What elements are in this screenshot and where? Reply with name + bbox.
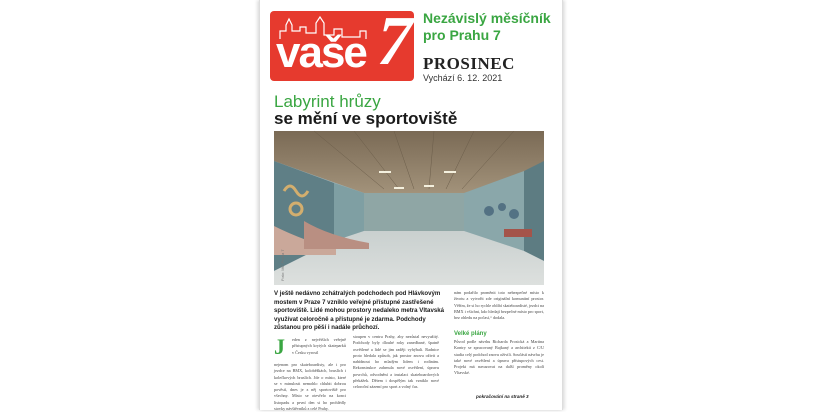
headline-line2: se mění ve sportoviště (274, 109, 458, 128)
article-column-1: eden z největších veřejně přístupných krytých skateparků v Česku vyrostl (292, 337, 346, 355)
article-column-1-continued: nejenom pro skateboardisty, ale i pro jezdce na BMX, koloběžkách, bruslích i kolečkových bruslích. Jde o místo, které se v minulosti nemohlo chlubit dobrou pověstí, dnes je z něj sportoviště pro všechny. Místo se otevřelo na konci listopadu a první den si ho prohlédly stovky návštěvníků z celé Prahy. (274, 362, 346, 412)
skatepark-illustration (274, 131, 544, 285)
article-column-3-body: Původ podle návrhu Richarda Prosická a Martina Kontry se zpracovaný Bajkaný a architekti z C/U studia celý podchod znovu oživili. Součástí návrhu je také nové osvětlení a úprava přístupových cest. Projekt má navazovat na další proměny okolí Vltavské. (454, 339, 544, 376)
continued-link[interactable]: pokračování na straně 3 (476, 394, 529, 399)
tagline: Nezávislý měsíčník pro Prahu 7 (423, 10, 551, 43)
issue-month: PROSINEC (423, 54, 515, 73)
article-column-3: nám podařilo proměnit toto nebezpečné místo k životu a vytvořit zde originální komunitní prostor. Věřím, že si ho rychle oblíbí skateboardisté, jezdci na BMX i všichni, kdo hledají bezpečné místo pro sport, bez ohledu na počasí,“ dodala. (454, 290, 545, 321)
drop-cap: J (274, 334, 285, 359)
skatepark-photo (274, 131, 544, 285)
photo-credit: Foto: MČ Praha 7 (280, 249, 285, 281)
newspaper-page (259, 0, 563, 410)
logo (270, 3, 421, 81)
article-lead: V ještě nedávno zchátralých podchodech pod Hlávkovým mostem v Praze 7 vzniklo veřejné přístupné zastřešené sportoviště. Lidé mohou prostory nedaleko metra Vltavská využívat celoročně a přístupné je zdarma. Podchody zůstanou pro pěší i nadále průchozí. (274, 290, 444, 331)
logo-text: vaše (276, 28, 366, 77)
issue-date: Vychází 6. 12. 2021 (423, 73, 503, 83)
article-subheading: Velké plány (454, 331, 487, 337)
headline-line1: Labyrint hrůzy (274, 92, 381, 111)
article-column-2: stoupen v centru Prahy, aby nezůstal nevyužitý. Podchody byly dlouhé roky zanedbané, špatně osvětlené a lidé se jim raději vyhýbali. Radnice proto hledala způsob, jak prostor znovu oživit a nabídnout ho mladým lidem i rodinám. Rekonstrukce zahrnula nové osvětlení, úpravu povrchů, odvodnění a instalaci skateboardových překážek. Dětem i dospělým tak vzniklo nové celoroční zázemí pro sport a volný čas. (353, 334, 439, 390)
logo-number: 7 (368, 3, 421, 80)
